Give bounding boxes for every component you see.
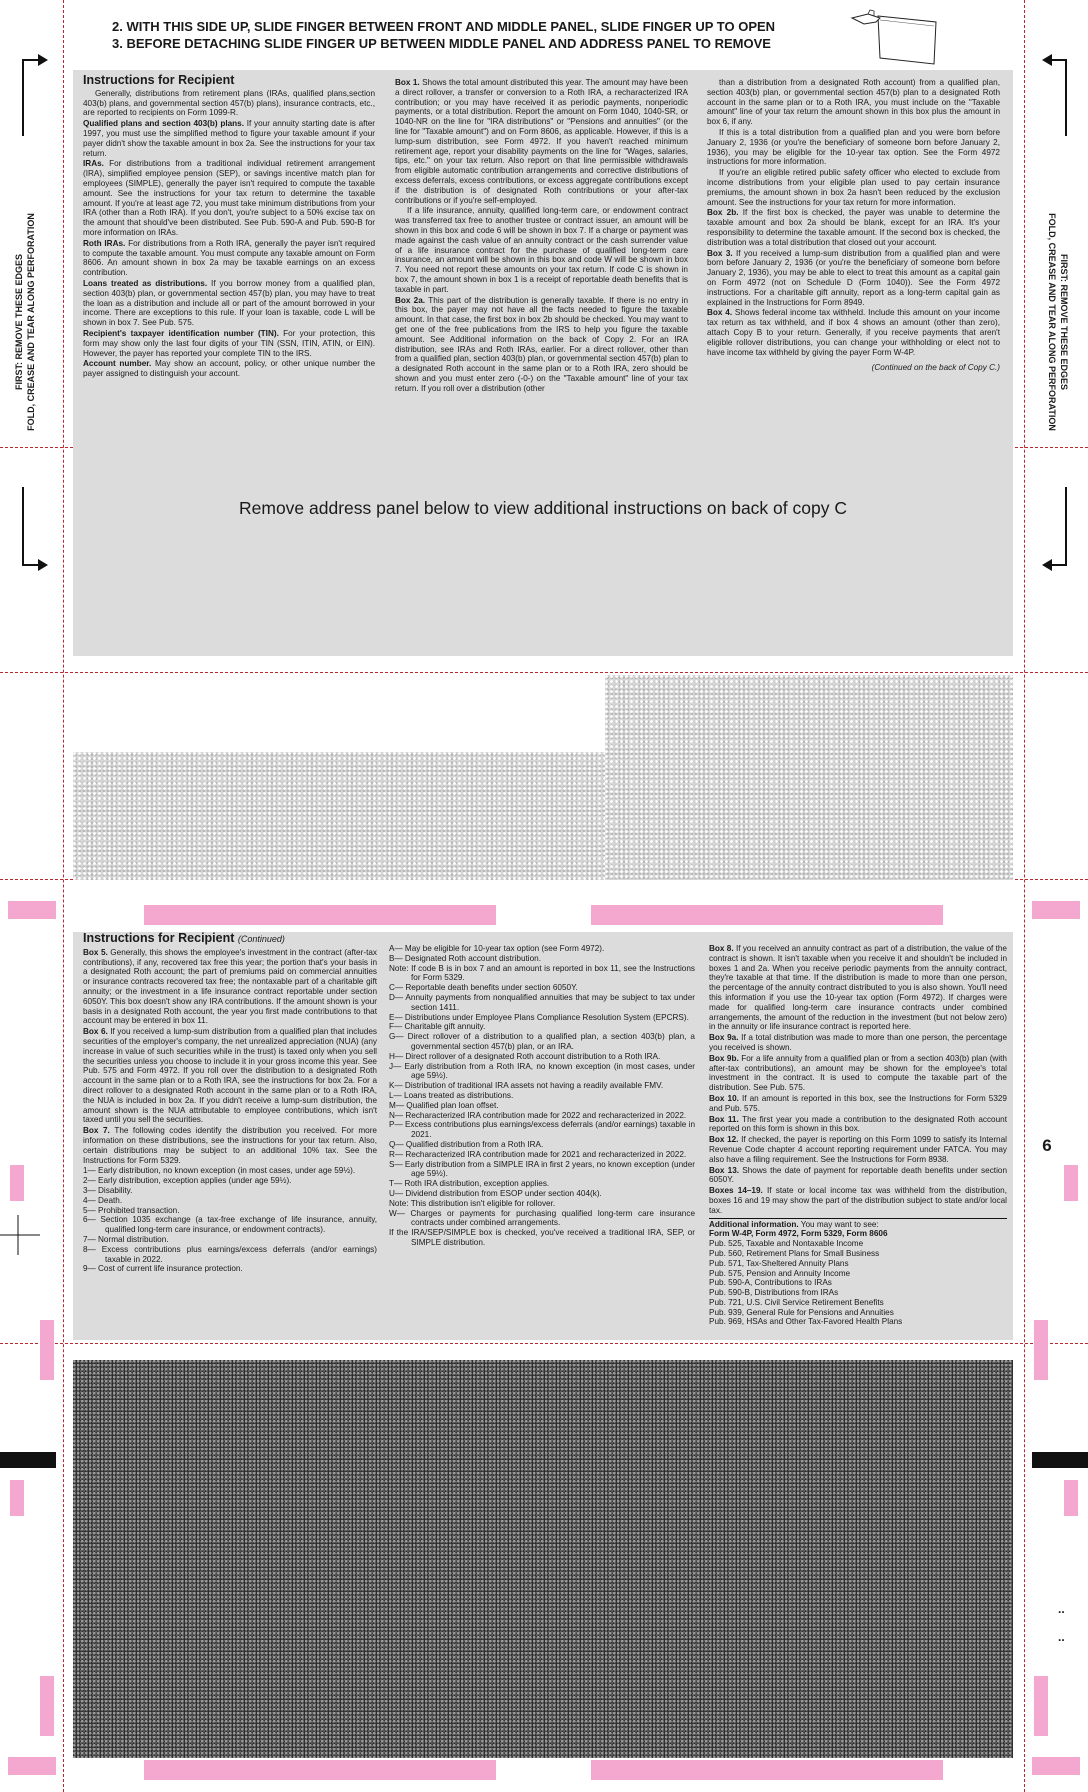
distribution-code: 3— Disability. — [83, 1185, 133, 1195]
side-text-right: FIRST: REMOVE THESE EDGES FOLD, CREASE AND TEAR ALONG PERFORATION — [1047, 213, 1069, 431]
pink-tab — [591, 905, 943, 925]
instruction-paragraph: Box 9a. If a total distribution was made to more than one person, the percentage you received is shown. — [709, 1033, 1008, 1052]
instruction-paragraph: If this is a total distribution from a qualified plan and you were born before January 2, 1936 (or you're the beneficiary of someone born before January 2, 1936), you may be eligible for the 10-year tax option. See the Form 4972 instructions for more information. — [707, 127, 1000, 167]
pink-tab — [8, 901, 56, 919]
distribution-code: C— Reportable death benefits under section 6050Y. — [389, 983, 578, 993]
additional-information: Additional information. You may want to see: Form W-4P, Form 4972, Form 5329, Form 8606 Pub. 525, Taxable and Nontaxable Income Pub. 560, Retirement Plans for Small Business Pub. 571, Tax-Sheltered Annuity Plans Pub. 575, Pension and Annuity Income Pub. 590-A, Contributions to IRAs Pub. 590-B, Distributions from IRAs Pub. 721, U.S. Civil Service Retirement Benefits Pub. 939, General Rule for Pensions and Annuities Pub. 969, HSAs and Other Tax-Favored Health Plans — [709, 1218, 1007, 1328]
pink-tab — [144, 1760, 496, 1780]
security-pattern-upper — [605, 675, 1013, 880]
instruction-paragraph: Box 3. If you received a lump-sum distribution from a qualified plan and were born before January 2, 1936 (or you're the beneficiary of someone born before January 2, 1936), you may be able to elect to treat this amount as a capital gain on Form 4972 (not on Schedule D (Form 1040)). See the Form 4972 instructions. For a charitable gift annuity, report as a long-term capital gain as explained in the Instructions for Form 8949. — [707, 248, 1000, 307]
pink-tab — [1064, 1480, 1078, 1516]
page-title: Instructions for Recipient — [83, 73, 235, 87]
pink-tab — [40, 1320, 54, 1380]
distribution-code: G— Direct rollover of a distribution to a qualified plan, a section 403(b) plan, a governmental section 457(b) plan, or an IRA. — [389, 1032, 695, 1051]
publication-item: Pub. 939, General Rule for Pensions and Annuities — [709, 1307, 894, 1317]
distribution-code: E— Distributions under Employee Plans Compliance Resolution System (EPCRS). — [389, 1012, 689, 1022]
instruction-paragraph: Generally, distributions from retirement plans (IRAs, qualified plans,section 403(b) plans, and governmental section 457(b) plans), insurance contracts, etc., are reported to recipients on Form 1099-R. — [83, 88, 375, 118]
envelope-hand-icon — [850, 8, 940, 66]
perforation-right — [1024, 0, 1025, 1792]
instruction-paragraph: Recipient's taxpayer identification number (TIN). For your protection, this form may show only the last four digits of your TIN (SSN, ITIN, ATIN, or EIN). However, the payer has reported your complete TIN to the IRS. — [83, 328, 375, 358]
pink-tab — [144, 905, 496, 925]
distribution-code: 5— Prohibited transaction. — [83, 1205, 180, 1215]
instruction-paragraph: Roth IRAs. For distributions from a Roth IRA, generally the payer isn't required to compute the taxable amount. You must compute any taxable amount on Form 8606. An amount shown in box 2a may be taxable earnings on an excess contribution. — [83, 238, 376, 278]
bottom-col-3 — [709, 944, 1007, 1327]
arrow-bottom-left-icon — [20, 485, 50, 575]
pink-tab — [40, 1676, 54, 1736]
margin-dots: .. .. — [1058, 1602, 1065, 1644]
publication-item: Pub. 571, Tax-Sheltered Annuity Plans — [709, 1258, 849, 1268]
instruction-paragraph: Box 8. If you received an annuity contract as part of a distribution, the value of the contract is shown. It isn't taxable when you receive it and shouldn't be included in boxes 1 and 2a. When you receive periodic payments from the annuity contract, they're taxable at that time. If the distribution is made to more than one person, the percentage of the annuity contract distributed to you is also shown. You'll need this information if you use the 10-year tax option (Form 4972). If charges were made for qualified long-term care insurance contracts under combined arrangements, the amount of the reduction in the investment (but not below zero) in the annuity or life insurance contract is reported here. — [709, 944, 1007, 1032]
distribution-code: 4— Death. — [83, 1195, 123, 1205]
instruction-paragraph: Box 7. The following codes identify the distribution you received. For more information on these distributions, see the instructions for your tax return. Also, certain distributions may be subject to an additional 10% tax. See the Instructions for Form 5329. — [83, 1126, 377, 1165]
distribution-code: 9— Cost of current life insurance protection. — [83, 1264, 243, 1274]
perforation-2 — [0, 672, 1088, 673]
instruction-paragraph: Account number. May show an account, policy, or other unique number the payer assigned to distinguish your account. — [83, 359, 375, 379]
instruction-paragraph: Box 4. Shows federal income tax withheld. Include this amount on your income tax return as tax withheld, and if box 4 shows an amount (other than zero), attach Copy B to your return. Generally, if you receive payments that aren't eligible rollover distributions, you can change your withholding or elect not to have income tax withheld by giving the payer Form W-4P. — [707, 308, 1000, 357]
pink-tab — [10, 1480, 24, 1516]
publication-item: Pub. 969, HSAs and Other Tax-Favored Health Plans — [709, 1317, 903, 1327]
publication-item: Pub. 560, Retirement Plans for Small Business — [709, 1248, 880, 1258]
arrow-top-right-icon — [1040, 48, 1070, 138]
pink-tab — [1032, 901, 1080, 919]
top-col-2 — [395, 78, 688, 395]
instruction-paragraph: Box 2b. If the first box is checked, the payer was unable to determine the taxable amount and box 2a should be blank, except for an IRA. It's your responsibility to determine the taxable amount. If the second box is checked, the distribution was a total distribution that closed out your account. — [707, 208, 1000, 247]
instruction-paragraph: Loans treated as distributions. If you borrow money from a qualified plan, section 403(b) plan, or governmental section 457(b) plan, you may have to treat the loan as a distribution and include all or part of the amount borrowed in your income. There are exceptions to this rule. If your loan is taxable, code L will be shown in box 7. See Pub. 575. — [83, 278, 375, 328]
distribution-code: J— Early distribution from a Roth IRA, no known exception (in most cases, under age 59½). — [389, 1061, 695, 1081]
distribution-code: L— Loans treated as distributions. — [389, 1090, 514, 1100]
publication-item: Pub. 575, Pension and Annuity Income — [709, 1268, 851, 1278]
pink-tab — [1034, 1320, 1048, 1380]
instruction-paragraph: If a life insurance, annuity, qualified long-term care, or endowment contract was transferred tax free to another trustee or contract issuer, an amount will be shown in this box and code 6 will be shown in box 7. If a charge or payment was made against the cash value of an annuity contract or the cash surrender value of a life insurance contract for the purchase of qualified long-term care insurance, an amount will be shown in this box and code W will be shown in box 7. You need not report these amounts on your tax return. If code C is shown in box 7, the amount shown in box 1 is a receipt of reportable death benefits that is taxable in part. — [395, 206, 688, 294]
step-3: 3. BEFORE DETACHING SLIDE FINGER UP BETWEEN MIDDLE PANEL AND ADDRESS PANEL TO REMOVE — [112, 36, 771, 51]
pink-tab — [1064, 1165, 1078, 1201]
crosshair-icon — [0, 1215, 44, 1255]
distribution-code: B— Designated Roth account distribution. — [389, 953, 542, 963]
top-col-1 — [83, 73, 376, 380]
distribution-code: H— Direct rollover of a designated Roth account distribution to a Roth IRA. — [389, 1051, 661, 1061]
distribution-code: 8— Excess contributions plus earnings/excess deferrals (and/or earnings) taxable in 2022. — [83, 1244, 377, 1264]
instruction-paragraph: Box 13. Shows the date of payment for reportable death benefits under section 6050Y. — [709, 1165, 1007, 1185]
instruction-paragraph: Qualified plans and section 403(b) plans. If your annuity starting date is after 1997, you must use the simplified method to figure your taxable amount if your payer didn't show the taxable amount in box 2a. See the instructions for your tax return. — [83, 119, 376, 158]
distribution-code: D— Annuity payments from nonqualified annuities that may be subject to tax under section 1411. — [389, 992, 695, 1012]
distribution-code: Note: If code B is in box 7 and an amount is reported in box 11, see the Instructions for Form 5329. — [389, 963, 695, 983]
distribution-code: If the IRA/SEP/SIMPLE box is checked, you've received a traditional IRA, SEP, or SIMPLE distribution. — [389, 1228, 695, 1247]
distribution-code: Q— Qualified distribution from a Roth IRA. — [389, 1139, 544, 1149]
distribution-code: 2— Early distribution, exception applies (under age 59½). — [83, 1176, 292, 1186]
distribution-code: 1— Early distribution, no known exception (in most cases, under age 59½). — [83, 1166, 356, 1176]
instruction-paragraph: Box 2a. This part of the distribution is generally taxable. If there is no entry in this box, the payer may not have all the facts needed to figure the taxable amount. In that case, the first box in box 2b should be checked. You may want to get one of the free publications from the IRS to help you figure the taxable amount. See Additional information on the back of Copy 2. For an IRA distribution, see IRAs and Roth IRAs, earlier. For a direct rollover, other than from a qualified plan, section 403(b) plan, or governmental section 457(b) plan to a designated Roth account in the same plan or to a Roth IRA, zero should be shown and you must enter zero (-0-) on the "Taxable amount" line of your tax return. If you roll over a distribution (other — [395, 295, 689, 393]
publication-item: Pub. 721, U.S. Civil Service Retirement Benefits — [709, 1297, 884, 1307]
instruction-paragraph: Box 10. If an amount is reported in this box, see the Instructions for Form 5329 and Pub. 575. — [709, 1093, 1007, 1113]
registration-bar-right — [1032, 1452, 1088, 1468]
side-text-left: FIRST: REMOVE THESE EDGES FOLD, CREASE AND TEAR ALONG PERFORATION — [14, 213, 36, 431]
publication-item: Pub. 590-A, Contributions to IRAs — [709, 1278, 832, 1288]
distribution-code: F— Charitable gift annuity. — [389, 1022, 486, 1032]
bottom-col-2 — [389, 944, 695, 1248]
instruction-paragraph: If you're an eligible retired public safety officer who elected to exclude from income distributions from your eligible plan used to pay certain insurance premiums, the amount shown in box 2a hasn't been reduced by the exclusion amount. See the instructions for your tax return for more information. — [707, 168, 1000, 207]
distribution-code: 6— Section 1035 exchange (a tax-free exchange of life insurance, annuity, qualified long-term care insurance, or endowment contracts). — [83, 1215, 377, 1235]
distribution-code: W— Charges or payments for purchasing qualified long-term care insurance contracts under combined arrangements. — [389, 1208, 695, 1228]
distribution-code: U— Dividend distribution from ESOP under section 404(k). — [389, 1188, 602, 1198]
perforation-4 — [0, 1343, 1088, 1344]
distribution-code: T— Roth IRA distribution, exception applies. — [389, 1179, 550, 1189]
instruction-paragraph: Box 12. If checked, the payer is reporting on this Form 1099 to satisfy its Internal Revenue Code chapter 4 account reporting requirement under FATCA. You may also have a filing requirement. See the Instructions for Form 8938. — [709, 1135, 1007, 1164]
instruction-paragraph: Box 9b. For a life annuity from a qualified plan or from a section 403(b) plan (with after-tax contributions), an amount may be shown for the employee's total investment in the contract. It is used to compute the taxable part of the distribution. See Pub. 575. — [709, 1053, 1007, 1093]
distribution-code: P— Excess contributions plus earnings/excess deferrals (and/or earnings) taxable in 2021. — [389, 1120, 695, 1140]
margin-number: 6 — [1042, 1136, 1052, 1155]
instruction-paragraph: Boxes 14–19. If state or local income tax was withheld from the distribution, boxes 16 and 19 may show the part of the distribution subject to state and/or local tax. — [709, 1186, 1007, 1215]
publication-item: Pub. 590-B, Distributions from IRAs — [709, 1288, 839, 1298]
distribution-code: K— Distribution of traditional IRA assets not having a readily available FMV. — [389, 1081, 664, 1091]
pink-tab — [8, 1757, 56, 1775]
instruction-paragraph: Box 5. Generally, this shows the employee's investment in the contract (after-tax contributions), if any, recovered tax free this year; the portion that's your basis in a designated Roth account; the part of premiums paid on commercial annuities or insurance contracts recovered tax free; the nontaxable part of a charitable gift annuity; or the investment in a life insurance contract reportable under section 6050Y. This box doesn't show any IRA contributions. If the amount shown is your basis in a designated Roth account, the year you first made contributions to that account may be entered in box 11. — [83, 947, 377, 1026]
security-pattern-lower — [73, 752, 605, 880]
pink-tab — [591, 1760, 943, 1780]
distribution-code: M— Qualified plan loan offset. — [389, 1100, 499, 1110]
instruction-paragraph: Box 11. The first year you made a contribution to the designated Roth account reported on this form is shown in this box. — [709, 1114, 1007, 1134]
pink-tab — [10, 1165, 24, 1201]
header-steps — [112, 18, 832, 52]
distribution-code: Note: This distribution isn't eligible for rollover. — [389, 1198, 556, 1208]
top-col-3 — [707, 78, 1000, 373]
bottom-title: Instructions for Recipient (Continued) — [83, 931, 285, 945]
security-pattern-dark — [73, 1360, 1013, 1758]
pink-tab — [1034, 1676, 1048, 1736]
pink-tab — [1032, 1757, 1080, 1775]
perforation-left — [63, 0, 64, 1792]
arrow-top-left-icon — [20, 48, 50, 138]
registration-bar-left — [0, 1452, 56, 1468]
distribution-code: N— Recharacterized IRA contribution made for 2022 and recharacterized in 2022. — [389, 1110, 687, 1120]
instruction-paragraph: Box 1. Shows the total amount distributed this year. The amount may have been a direct rollover, a transfer or conversion to a Roth IRA, a recharacterized IRA contribution; or you may have received it as periodic payments, nonperiodic payments, or a total distribution. Report the amount on Form 1040, 1040-SR, or 1040-NR on the line for "IRA distributions" or "Pensions and annuities" (or the line for "Taxable amount") and on Form 8606, as applicable. However, if this is a lump-sum distribution, see Form 4972. If you haven't reached minimum retirement age, report your disability payments on the line for "Wages, salaries, tips, etc." on your tax return. Also report on that line permissible withdrawals from eligible automatic contribution arrangements and corrective distributions of excess deferrals, excess contributions, or excess aggregate contributions except if the distribution is of designated Roth contributions or your after-tax contributions or if you're self-employed. — [395, 78, 688, 205]
distribution-code: A— May be eligible for 10-year tax option (see Form 4972). — [389, 944, 605, 953]
address-panel-notice: Remove address panel below to view additional instructions on back of copy C — [239, 498, 847, 518]
instruction-paragraph: Box 6. If you received a lump-sum distribution from a qualified plan that includes securities of the employer's company, the net unrealized appreciation (NUA) (any increase in value of such securities while in the trust) is taxed only when you sell the securities unless you choose to include it in your gross income this year. See Pub. 575 and Form 4972. If you roll over the distribution to a designated Roth account in the same plan or to a Roth IRA, see the instructions for box 2a. For a direct rollover to a designated Roth account in the same plan or to a Roth IRA, the NUA is included in box 2a. If you didn't receive a lump-sum distribution, the amount shown is the NUA attributable to employee contributions, which isn't taxed until you sell the securities. — [83, 1027, 377, 1125]
bottom-col-1 — [83, 931, 377, 1274]
distribution-code: S— Early distribution from a SIMPLE IRA in first 2 years, no known exception (under age 59½). — [389, 1159, 695, 1179]
arrow-bottom-right-icon — [1040, 485, 1070, 575]
distribution-code: 7— Normal distribution. — [83, 1234, 169, 1244]
instruction-paragraph: than a distribution from a designated Roth account) from a qualified plan, section 403(b) plan, or governmental section 457(b) plan to a designated Roth account in the same plan or to a Roth IRA, you must include on the "Taxable amount" line of your tax return the amount shown in this box plus the amount in box 6, if any. — [707, 78, 1000, 127]
continued-note: (Continued on the back of Copy C.) — [871, 363, 1000, 373]
publication-item: Pub. 525, Taxable and Nontaxable Income — [709, 1239, 864, 1249]
step-2: 2. WITH THIS SIDE UP, SLIDE FINGER BETWEEN FRONT AND MIDDLE PANEL, SLIDE FINGER UP TO OPEN — [112, 19, 776, 34]
instruction-paragraph: IRAs. For distributions from a traditional individual retirement arrangement (IRA), simplified employee pension (SEP), or savings incentive match plan for employees (SIMPLE), generally the payer isn't required to compute the taxable amount. See the instructions for your tax return to determine the taxable amount. If you're at least age 72, you must take minimum distributions from your IRA (other than a Roth IRA). If you don't, you're subject to a 50% excise tax on the amount that should've been distributed. See Pub. 590-A and Pub. 590-B for more information on IRAs. — [83, 159, 375, 237]
distribution-code: R— Recharacterized IRA contribution made for 2021 and recharacterized in 2022. — [389, 1149, 687, 1159]
